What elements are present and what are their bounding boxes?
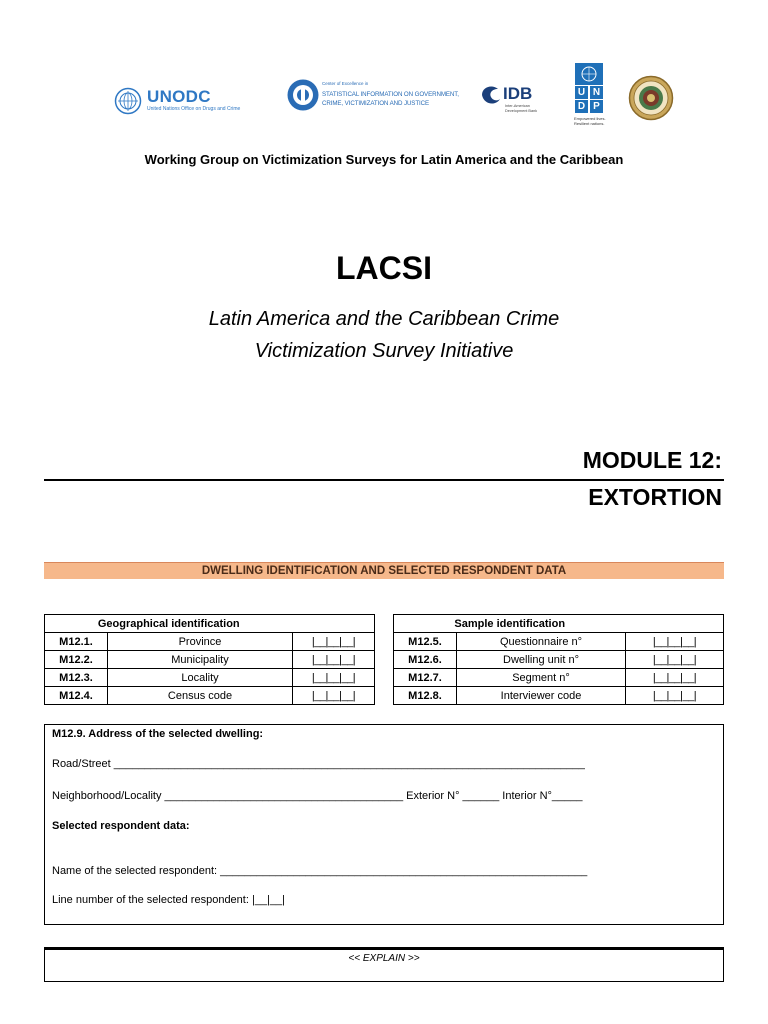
idb-emblem-icon bbox=[480, 83, 502, 107]
row-code: M12.3. bbox=[45, 669, 108, 687]
row-label: Census code bbox=[108, 687, 293, 705]
code-entry-boxes[interactable]: |__|__|__| bbox=[293, 687, 375, 705]
sample-table-header: Sample identification bbox=[394, 615, 626, 633]
unodc-logo bbox=[114, 87, 264, 115]
undp-letter-u: U bbox=[575, 86, 588, 99]
coe-line-1: STATISTICAL INFORMATION ON GOVERNMENT, bbox=[322, 91, 459, 98]
undp-tagline-1: Empowered lives. bbox=[574, 116, 606, 121]
idb-sub-2: Development Bank bbox=[505, 109, 538, 113]
row-label: Questionnaire n° bbox=[457, 633, 626, 651]
center-of-excellence-logo bbox=[286, 78, 461, 114]
table-row bbox=[394, 687, 724, 705]
subtitle-line-2: Victimization Survey Initiative bbox=[254, 340, 514, 362]
page-title: LACSI bbox=[336, 250, 432, 286]
subtitle-line-1: Latin America and the Caribbean Crime bbox=[208, 308, 560, 330]
neighborhood-field[interactable]: Neighborhood/Locality _______________________________________ Exterior N° ______ Interior N°_____ bbox=[52, 790, 583, 802]
row-code: M12.7. bbox=[394, 669, 457, 687]
row-label: Locality bbox=[108, 669, 293, 687]
module-number: MODULE 12: bbox=[582, 447, 722, 473]
row-label: Province bbox=[108, 633, 293, 651]
table-row bbox=[394, 633, 724, 651]
table-row bbox=[45, 651, 375, 669]
coe-small-text: Center of Excellence in bbox=[322, 81, 369, 86]
table-row bbox=[45, 633, 375, 651]
code-entry-boxes[interactable]: |__|__|__| bbox=[293, 651, 375, 669]
section-band bbox=[44, 562, 724, 579]
row-label: Municipality bbox=[108, 651, 293, 669]
idb-name: IDB bbox=[503, 84, 533, 103]
address-title: M12.9. Address of the selected dwelling: bbox=[52, 728, 264, 740]
oas-seal-logo bbox=[628, 75, 674, 121]
coe-line-2: CRIME, VICTIMIZATION AND JUSTICE bbox=[322, 100, 430, 107]
row-code: M12.4. bbox=[45, 687, 108, 705]
oas-seal-icon bbox=[628, 75, 674, 121]
module-title: EXTORTION bbox=[588, 484, 722, 510]
module-divider bbox=[44, 479, 724, 481]
undp-letter-n: N bbox=[590, 86, 603, 99]
code-entry-boxes[interactable]: |__|__|__| bbox=[626, 669, 724, 687]
row-label: Dwelling unit n° bbox=[457, 651, 626, 669]
working-group-heading: Working Group on Victimization Surveys for Latin America and the Caribbean bbox=[144, 152, 624, 167]
row-label: Interviewer code bbox=[457, 687, 626, 705]
section-band-label: DWELLING IDENTIFICATION AND SELECTED RESPONDENT DATA bbox=[201, 565, 567, 577]
coe-emblem-icon bbox=[286, 78, 320, 112]
row-code: M12.5. bbox=[394, 633, 457, 651]
table-row bbox=[394, 651, 724, 669]
row-code: M12.8. bbox=[394, 687, 457, 705]
undp-letter-p: P bbox=[590, 100, 603, 113]
un-emblem-icon bbox=[114, 87, 142, 115]
row-label: Segment n° bbox=[457, 669, 626, 687]
idb-sub-1: Inter-American bbox=[505, 104, 530, 108]
respondent-name-field[interactable]: Name of the selected respondent: ____________________________________________________________ bbox=[52, 865, 588, 877]
unodc-name: UNODC bbox=[147, 87, 211, 106]
row-code: M12.1. bbox=[45, 633, 108, 651]
table-row bbox=[45, 669, 375, 687]
respondent-line-number-field[interactable]: Line number of the selected respondent: |__|__| bbox=[52, 894, 286, 906]
explain-label: << EXPLAIN >> bbox=[348, 953, 420, 964]
undp-logo bbox=[574, 63, 614, 133]
undp-tagline-2: Resilient nations. bbox=[574, 121, 605, 126]
code-entry-boxes[interactable]: |__|__|__| bbox=[293, 633, 375, 651]
respondent-data-title: Selected respondent data: bbox=[52, 820, 190, 832]
code-entry-boxes[interactable]: |__|__|__| bbox=[626, 687, 724, 705]
idb-logo bbox=[480, 80, 542, 116]
explain-box bbox=[44, 947, 724, 982]
sample-identification-table bbox=[393, 614, 724, 705]
geo-table-header: Geographical identification bbox=[45, 615, 293, 633]
code-entry-boxes[interactable]: |__|__|__| bbox=[626, 633, 724, 651]
table-row bbox=[45, 687, 375, 705]
row-code: M12.2. bbox=[45, 651, 108, 669]
code-entry-boxes[interactable]: |__|__|__| bbox=[626, 651, 724, 669]
address-section bbox=[44, 724, 724, 925]
unodc-subtitle: United Nations Office on Drugs and Crime bbox=[147, 106, 241, 112]
table-row bbox=[394, 669, 724, 687]
undp-letter-d: D bbox=[575, 100, 588, 113]
un-emblem-cell bbox=[575, 63, 603, 85]
road-street-field[interactable]: Road/Street _____________________________________________________________________________ bbox=[52, 758, 585, 770]
row-code: M12.6. bbox=[394, 651, 457, 669]
code-entry-boxes[interactable]: |__|__|__| bbox=[293, 669, 375, 687]
geographical-identification-table bbox=[44, 614, 375, 705]
un-emblem-icon bbox=[575, 63, 603, 85]
